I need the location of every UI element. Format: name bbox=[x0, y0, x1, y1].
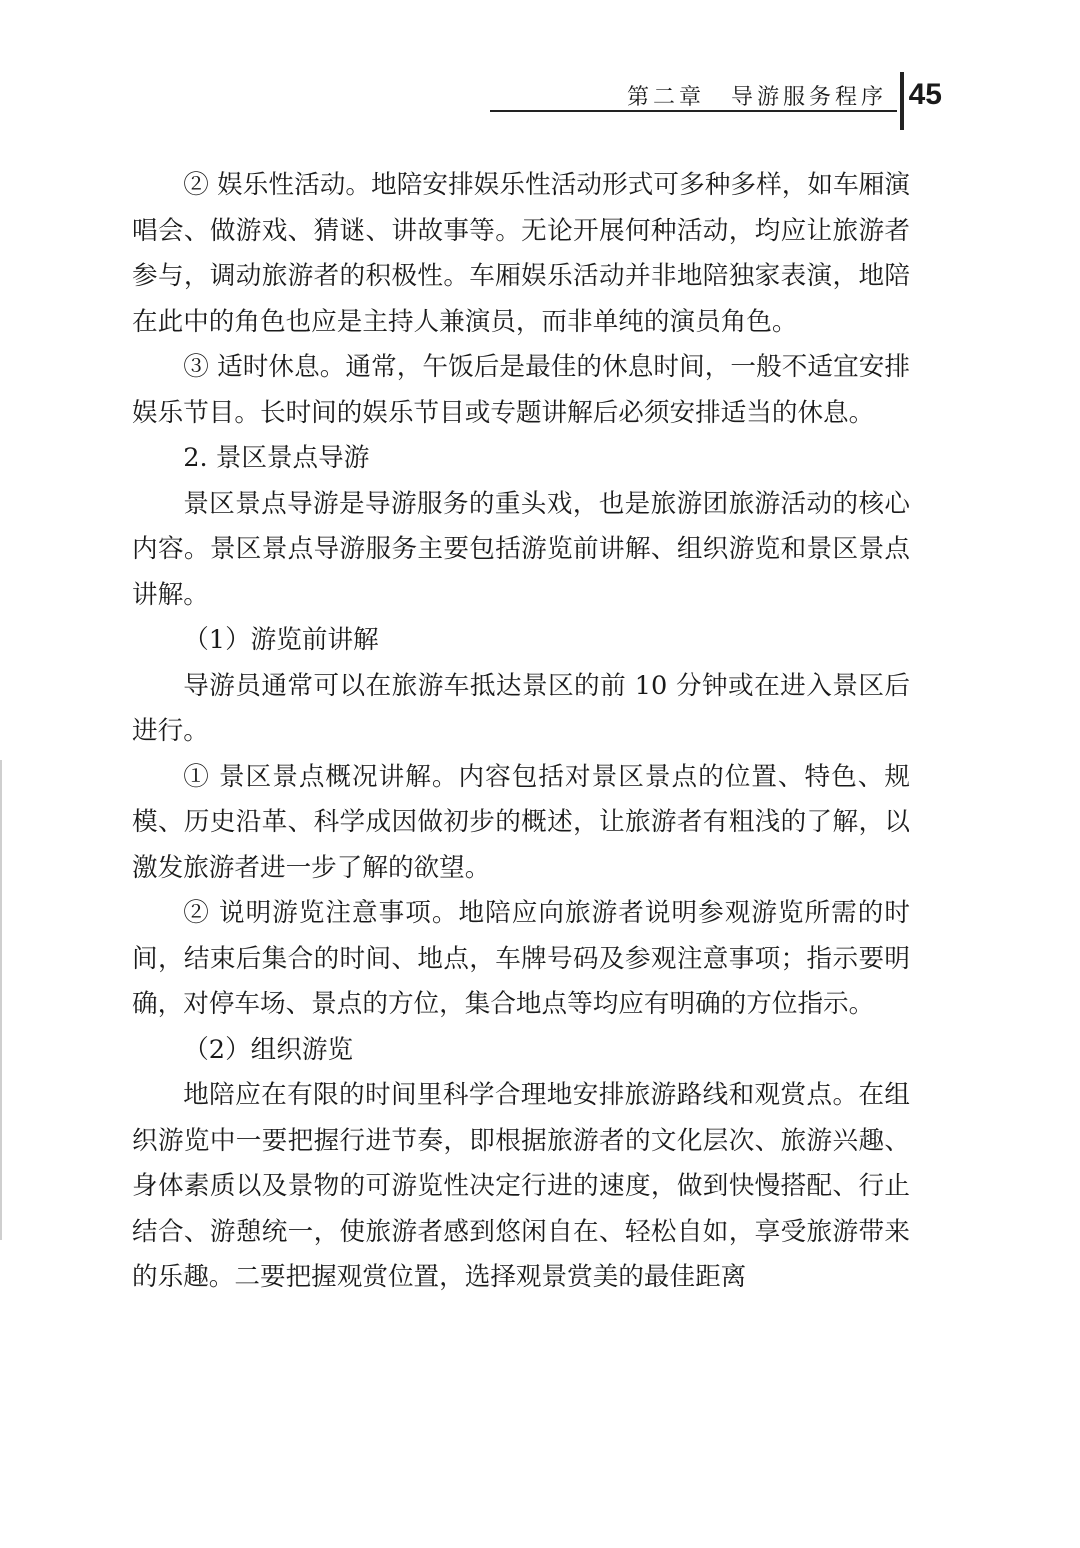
header-divider bbox=[900, 72, 904, 130]
paragraph-entertainment: ② 娱乐性活动。地陪安排娱乐性活动形式可多种多样，如车厢演唱会、做游戏、猜谜、讲故事等。无论开展何种活动，均应让旅游者参与，调动旅游者的积极性。车厢娱乐活动并非地陪独家表演，地陪在此中的角色也应是主持人兼演员，而非单纯的演员角色。 bbox=[132, 170, 910, 337]
paragraph-notices: ② 说明游览注意事项。地陪应向旅游者说明参观游览所需的时间，结束后集合的时间、地点，车牌号码及参观注意事项；指示要明确，对停车场、景点的方位，集合地点等均应有明确的方位指示。 bbox=[132, 898, 910, 1019]
page-number: 45 bbox=[908, 78, 942, 111]
running-header bbox=[490, 72, 942, 132]
page-body bbox=[132, 163, 910, 1301]
paragraph-rest: ③ 适时休息。通常，午饭后是最佳的休息时间，一般不适宜安排娱乐节目。长时间的娱乐节目或专题讲解后必须安排适当的休息。 bbox=[132, 352, 910, 428]
chapter-title: 第二章 导游服务程序 bbox=[626, 85, 887, 110]
paragraph-scenic-intro: 景区景点导游是导游服务的重头戏，也是旅游团旅游活动的核心内容。景区景点导游服务主要包括游览前讲解、组织游览和景区景点讲解。 bbox=[132, 488, 910, 610]
scan-edge-mark bbox=[0, 760, 2, 1240]
paragraph-organize-tour: 地陪应在有限的时间里科学合理地安排旅游路线和观赏点。在组织游览中一要把握行进节奏，即根据旅游者的文化层次、旅游兴趣、身体素质以及景物的可游览性决定行进的速度，做到快慢搭配、行止结合、游憩统一，使旅游者感到悠闲自在、轻松自如，享受旅游带来的乐趣。二要把握观赏位置，选择观景赏美的最佳距离 bbox=[132, 1080, 910, 1292]
paragraph-pre-tour: 导游员通常可以在旅游车抵达景区的前 10 分钟或在进入景区后进行。 bbox=[132, 670, 910, 746]
section-heading: 2. 景区景点导游 bbox=[183, 443, 370, 473]
subsection-heading: （1）游览前讲解 bbox=[183, 625, 379, 655]
paragraph-overview: ① 景区景点概况讲解。内容包括对景区景点的位置、特色、规模、历史沿革、科学成因做初步的概述，让旅游者有粗浅的了解，以激发旅游者进一步了解的欲望。 bbox=[132, 761, 910, 883]
header-rule bbox=[490, 110, 897, 112]
subsection-heading: （2）组织游览 bbox=[183, 1034, 354, 1065]
